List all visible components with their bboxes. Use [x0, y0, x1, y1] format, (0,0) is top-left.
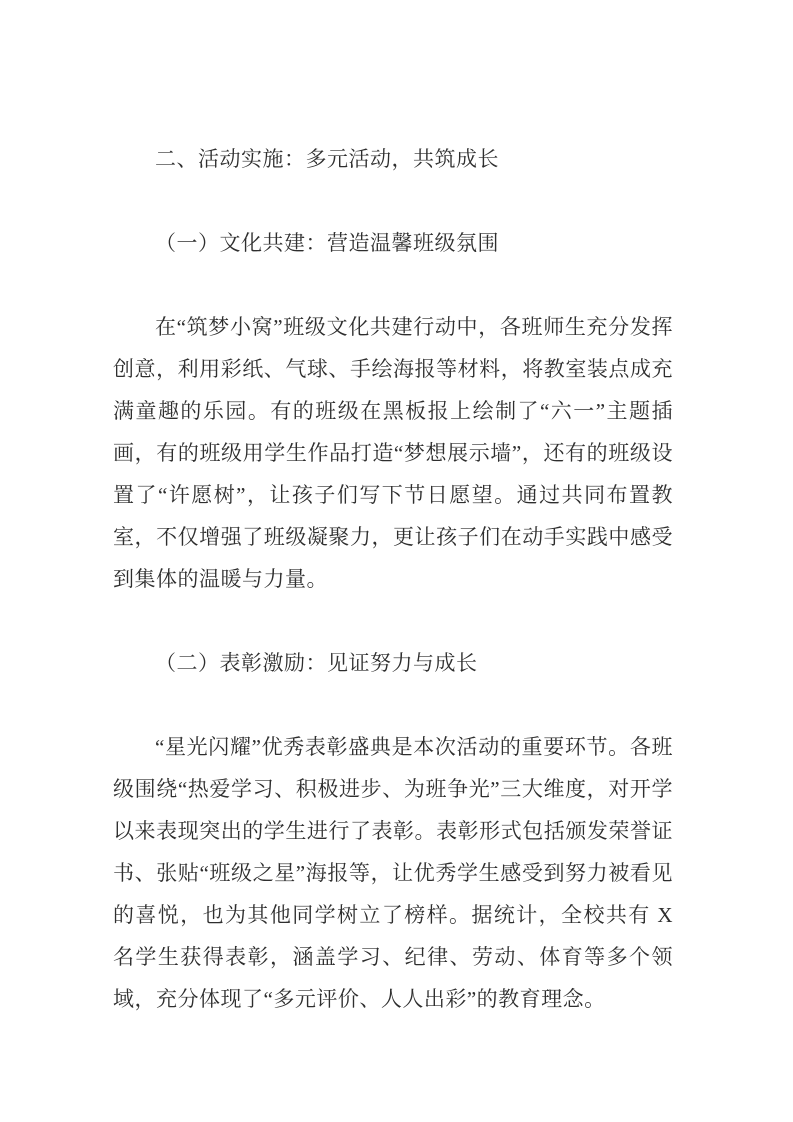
paragraph-commendation: “星光闪耀”优秀表彰盛典是本次活动的重要环节。各班级围绕“热爱学习、积极进步、为班争光”三大维度，对开学以来表现突出的学生进行了表彰。表彰形式包括颁发荣誉证书、张贴“班级之星”海报等，让优秀学生感受到努力被看见的喜悦，也为其他同学树立了榜样。据统计，全校共有 X 名学生获得表彰，涵盖学习、纪律、劳动、体育等多个领域，充分体现了“多元评价、人人出彩”的教育理念。 [113, 735, 673, 1011]
section-heading-activity-implementation: 二、活动实施：多元活动，共筑成长 [155, 147, 499, 171]
paragraph-culture-building: 在“筑梦小窝”班级文化共建行动中，各班师生充分发挥创意，利用彩纸、气球、手绘海报等材料，将教室装点成充满童趣的乐园。有的班级在黑板报上绘制了“六一”主题插画，有的班级用学生作品打造“梦想展示墙”，还有的班级设置了“许愿树”，让孩子们写下节日愿望。通过共同布置教室，不仅增强了班级凝聚力，更让孩子们在动手实践中感受到集体的温暖与力量。 [113, 315, 673, 591]
subsection-heading-culture-building: （一）文化共建：营造温馨班级氛围 [155, 231, 499, 255]
subsection-heading-commendation: （二）表彰激励：见证努力与成长 [155, 651, 478, 675]
